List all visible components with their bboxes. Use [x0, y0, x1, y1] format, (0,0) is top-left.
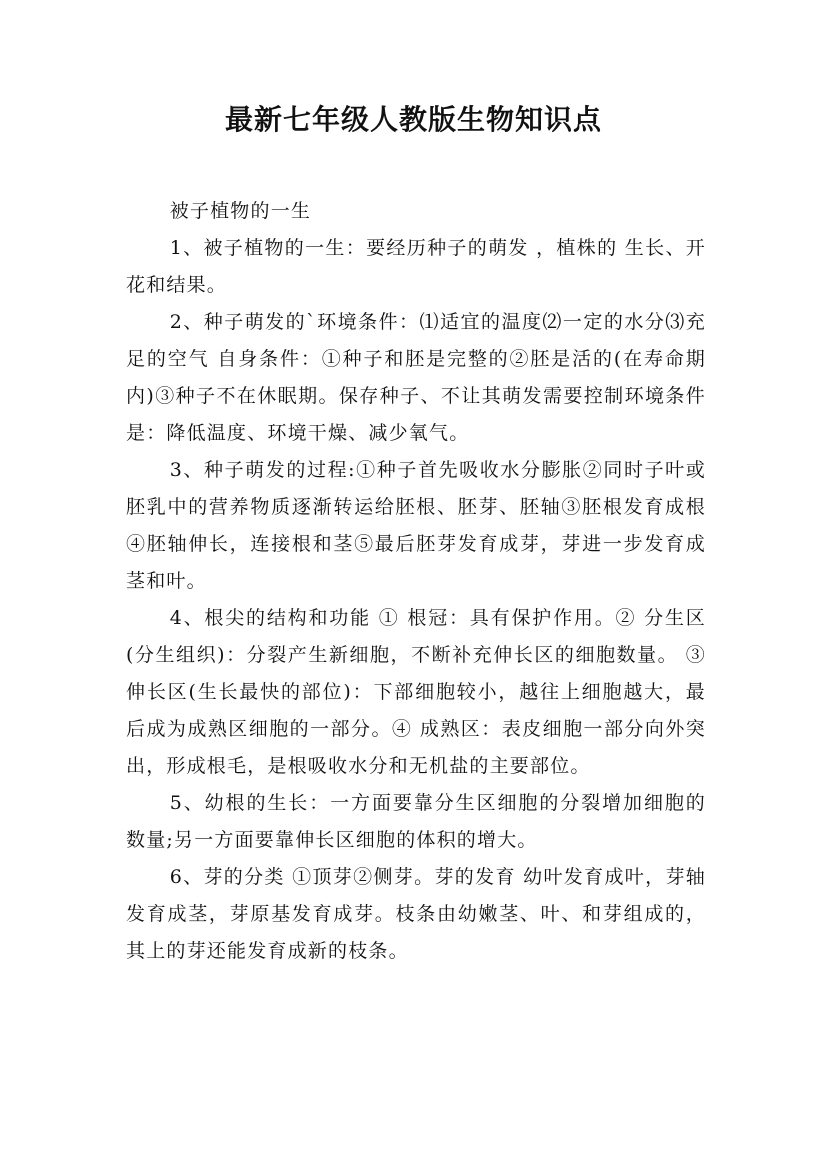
- paragraph-2: 2、种子萌发的`环境条件：⑴适宜的温度⑵一定的水分⑶充足的空气 自身条件：①种子和胚是完整的②胚是活的(在寿命期内)③种子不在休眠期。保存种子、不让其萌发需要控制环境条件是：降低温度、环境干燥、减少氧气。: [126, 311, 706, 444]
- paragraph-1: 1、被子植物的一生：要经历种子的萌发 ，植株的 生长、开花和结果。: [126, 237, 706, 296]
- document-title: 最新七年级人教版生物知识点: [224, 103, 602, 136]
- paragraph-5: 5、幼根的生长：一方面要靠分生区细胞的分裂增加细胞的数量;另一方面要靠伸长区细胞的体积的增大。: [126, 792, 706, 851]
- document-body: [126, 193, 706, 970]
- paragraph-6: 6、芽的分类 ①顶芽②侧芽。芽的发育 幼叶发育成叶，芽轴发育成茎，芽原基发育成芽。枝条由幼嫩茎、叶、和芽组成的，其上的芽还能发育成新的枝条。: [126, 866, 706, 962]
- section-heading: 被子植物的一生: [169, 200, 312, 222]
- paragraph-4: 4、根尖的结构和功能 ① 根冠：具有保护作用。② 分生区(分生组织)：分裂产生新细胞，不断补充伸长区的细胞数量。 ③ 伸长区(生长最快的部位)：下部细胞较小，越往上细胞越大，最后成为成熟区细胞的一部分。④ 成熟区：表皮细胞一部分向外突出，形成根毛，是根吸收水分和无机盐的主要部位。: [126, 607, 706, 777]
- paragraph-3: 3、种子萌发的过程:①种子首先吸收水分膨胀②同时子叶或胚乳中的营养物质逐渐转运给胚根、胚芽、胚轴③胚根发育成根④胚轴伸长，连接根和茎⑤最后胚芽发育成芽，芽进一步发育成茎和叶。: [126, 459, 706, 592]
